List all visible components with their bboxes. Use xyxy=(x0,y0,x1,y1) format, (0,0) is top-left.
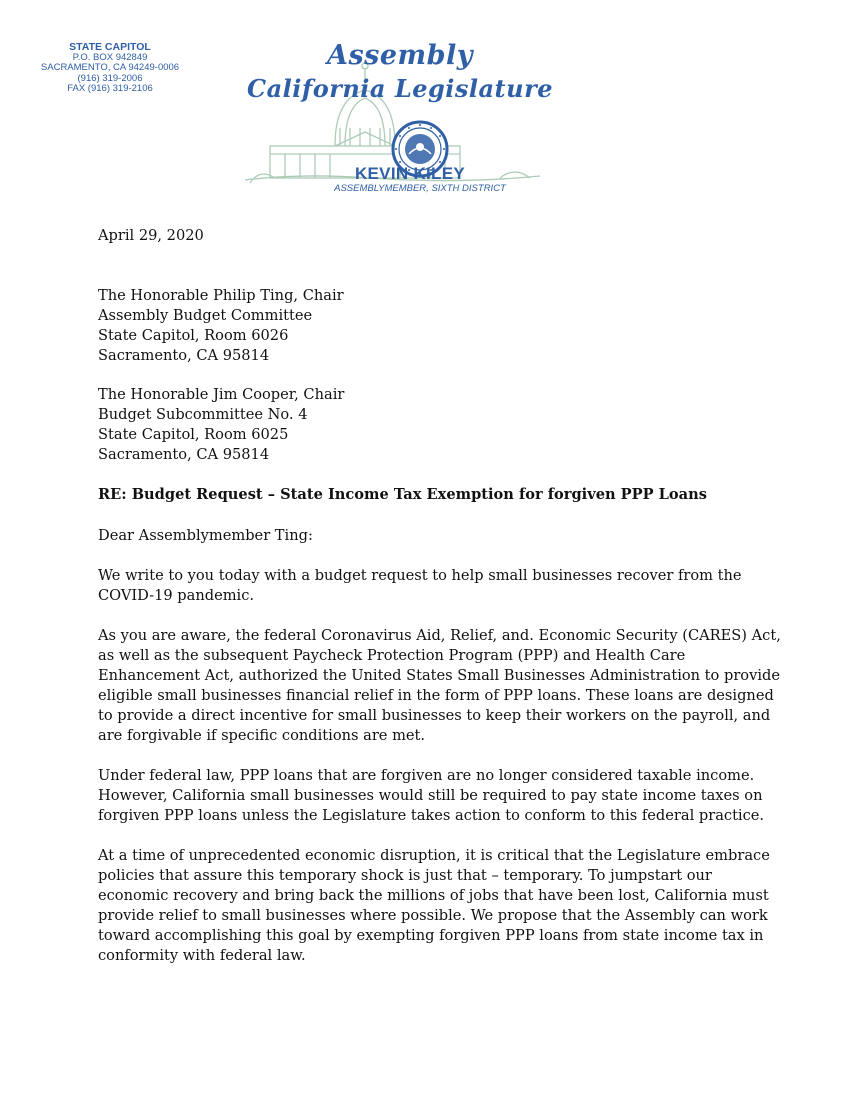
recipient-line: Sacramento, CA 95814 xyxy=(98,446,270,463)
paragraph-line: to provide a direct incentive for small businesses to keep their workers on the payroll, and xyxy=(98,707,771,724)
paragraph-line: COVID-19 pandemic. xyxy=(98,587,255,604)
letterhead-assembly: Assembly xyxy=(327,40,473,71)
paragraph-line: Enhancement Act, authorized the United States Small Businesses Administration to provide xyxy=(98,667,780,684)
return-address-line: (916) 319-2006 xyxy=(77,72,143,84)
paragraph-line: economic recovery and bring back the millions of jobs that have been lost, California must xyxy=(98,887,769,904)
recipient-line: Assembly Budget Committee xyxy=(98,307,313,324)
paragraph-line: eligible small businesses financial relief in the form of PPP loans. These loans are designed xyxy=(98,687,774,704)
member-name: KEVIN KILEY xyxy=(354,164,466,183)
salutation xyxy=(98,526,778,546)
paragraph-line: conformity with federal law. xyxy=(98,947,306,964)
paragraph-line: As you are aware, the federal Coronavirus Aid, Relief, and. Economic Security (CARES) Act, xyxy=(98,627,781,644)
return-address xyxy=(30,42,190,95)
return-address-line: FAX (916) 319-2106 xyxy=(67,83,153,94)
paragraph-line: Under federal law, PPP loans that are forgiven are no longer considered taxable income. xyxy=(98,767,755,784)
paragraph-line: as well as the subsequent Paycheck Protection Program (PPP) and Health Care xyxy=(98,647,686,664)
return-address-line: SACRAMENTO, CA 94249-0006 xyxy=(40,62,180,73)
paragraph-line: are forgivable if specific conditions are met. xyxy=(98,727,426,744)
return-address-title: STATE CAPITOL xyxy=(69,41,151,53)
paragraph-line: provide relief to small businesses where possible. We propose that the Assembly can work xyxy=(98,907,768,924)
paragraph-3 xyxy=(98,766,778,826)
recipient-line: Budget Subcommittee No. 4 xyxy=(98,406,308,423)
recipient-line: Sacramento, CA 95814 xyxy=(98,347,270,364)
recipient-line: The Honorable Philip Ting, Chair xyxy=(98,287,344,304)
letterhead-legislature: California Legislature xyxy=(246,74,553,103)
paragraph-4 xyxy=(98,846,778,966)
paragraph-line: However, California small businesses would still be required to pay state income taxes on xyxy=(98,787,763,804)
date-text: April 29, 2020 xyxy=(98,227,204,244)
paragraph-1 xyxy=(98,566,778,606)
paragraph-line: toward accomplishing this goal by exempting forgiven PPP loans from state income tax in xyxy=(98,927,764,944)
paragraph-line: forgiven PPP loans unless the Legislature takes action to conform to this federal practice. xyxy=(98,807,765,824)
paragraph-2 xyxy=(98,626,781,746)
recipient-address-1 xyxy=(98,286,778,366)
subject-line xyxy=(98,485,778,505)
paragraph-line: We write to you today with a budget request to help small businesses recover from the xyxy=(98,567,742,584)
paragraph-line: policies that assure this temporary shock is just that – temporary. To jumpstart our xyxy=(98,867,712,884)
recipient-line: State Capitol, Room 6025 xyxy=(98,426,289,443)
subject-text: RE: Budget Request – State Income Tax Exemption for forgiven PPP Loans xyxy=(98,486,707,503)
paragraph-line: At a time of unprecedented economic disruption, it is critical that the Legislature embrace xyxy=(98,847,770,864)
recipient-line: The Honorable Jim Cooper, Chair xyxy=(98,386,345,403)
salutation-text: Dear Assemblymember Ting: xyxy=(98,527,313,544)
recipient-line: State Capitol, Room 6026 xyxy=(98,327,289,344)
recipient-address-2 xyxy=(98,385,778,465)
letter-date xyxy=(98,226,778,246)
letterhead xyxy=(240,28,560,198)
return-address-line: P.O. BOX 942849 xyxy=(72,51,148,63)
member-title: ASSEMBLYMEMBER, SIXTH DISTRICT xyxy=(334,183,506,194)
